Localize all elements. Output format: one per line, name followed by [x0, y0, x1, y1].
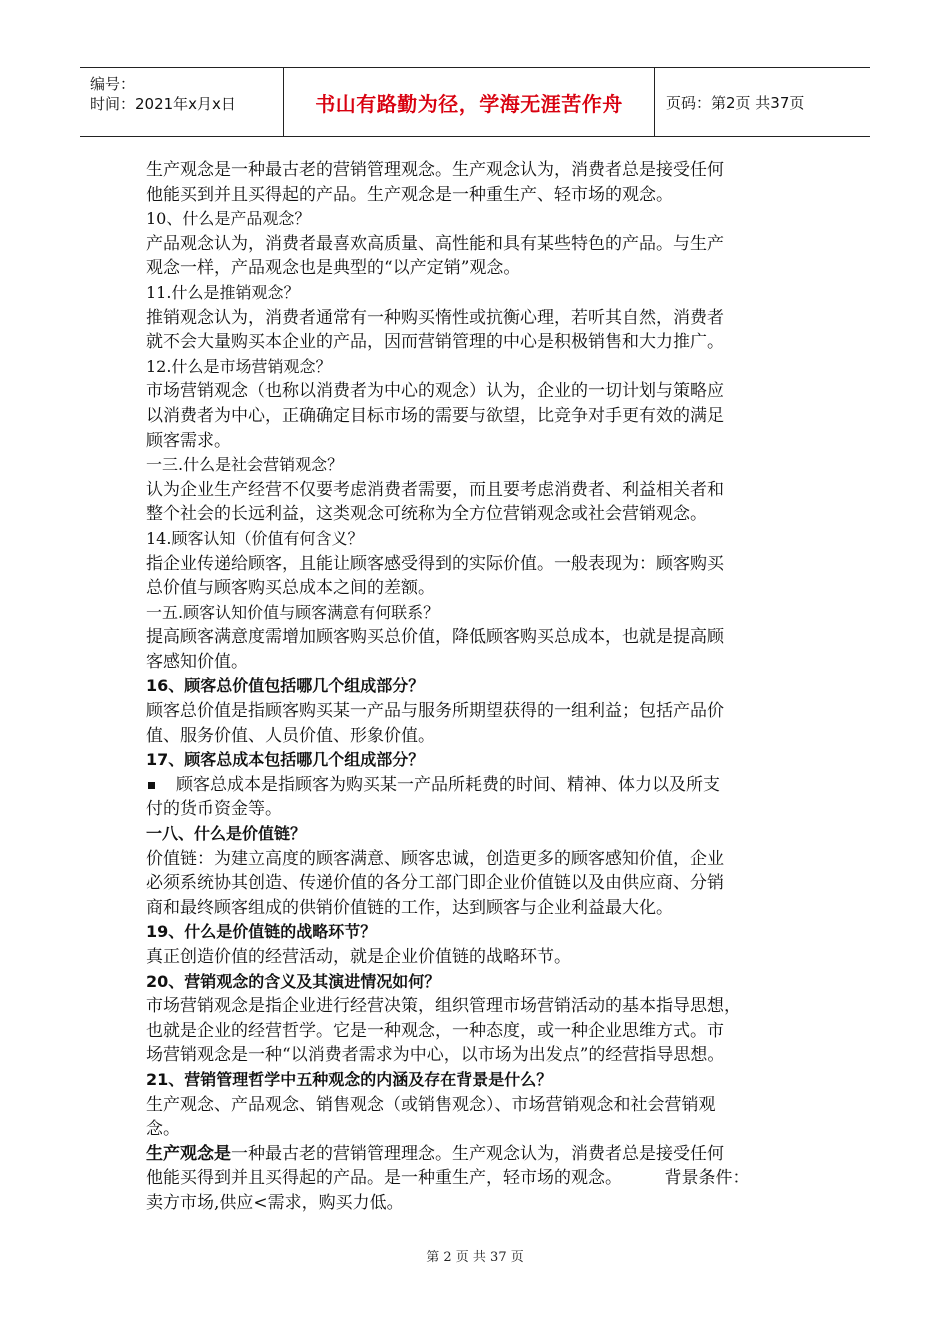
text-line: 付的货币资金等。	[146, 799, 282, 820]
text-line: 提高顾客满意度需增加顾客购买总价值，降低顾客购买总成本，也就是提高顾	[146, 627, 724, 648]
header-divider	[654, 68, 655, 136]
question-heading-bold: 20、营销观念的含义及其演进情况如何？	[146, 971, 441, 991]
text-line: 观念一样，产品观念也是典型的“以产定销”观念。	[146, 258, 521, 279]
text-line: 值、服务价值、人员价值、形象价值。	[146, 725, 435, 746]
square-bullet-icon	[148, 782, 155, 789]
text-line: 卖方市场,供应<需求，购买力低。	[146, 1192, 404, 1213]
date-line: 时间：2021年x月x日	[90, 95, 236, 113]
question-heading-bold: 一八、什么是价值链？	[146, 824, 307, 844]
question-heading-bold: 17、顾客总成本包括哪几个组成部分？	[146, 750, 425, 770]
text-line: 指企业传递给顾客，且能让顾客感受得到的实际价值。一般表现为：顾客购买	[146, 553, 724, 574]
number-label: 编号：	[90, 75, 136, 93]
text-line: 产品观念认为，消费者最喜欢高质量、高性能和具有某些特色的产品。与生产	[146, 233, 724, 254]
text-line: 认为企业生产经营不仅要考虑消费者需要，而且要考虑消费者、利益相关者和	[146, 479, 724, 500]
page-header	[80, 67, 870, 137]
text-line: 价值链：为建立高度的顾客满意、顾客忠诚，创造更多的顾客感知价值，企业	[146, 848, 724, 869]
question-heading: 11.什么是推销观念？	[146, 282, 300, 302]
text-line: 推销观念认为，消费者通常有一种购买惰性或抗衡心理，若听其自然，消费者	[146, 307, 724, 328]
question-heading: 一三.什么是社会营销观念？	[146, 455, 344, 475]
text-line: 总价值与顾客购买总成本之间的差额。	[146, 578, 435, 599]
text-line: 就不会大量购买本企业的产品，因而营销管理的中心是积极销售和大力推广。	[146, 332, 724, 353]
text-line: 顾客总价值是指顾客购买某一产品与服务所期望获得的一组利益；包括产品价	[146, 701, 724, 722]
text-line: 场营销观念是一种“以消费者需求为中心，以市场为出发点”的经营指导思想。	[146, 1045, 725, 1066]
text-line: 必须系统协其创造、传递价值的各分工部门即企业价值链以及由供应商、分销	[146, 873, 724, 894]
bullet-line	[146, 773, 810, 798]
text-line: 也就是企业的经营哲学。它是一种观念，一种态度，或一种企业思维方式。市	[146, 1020, 724, 1041]
question-heading-bold: 16、顾客总价值包括哪几个组成部分？	[146, 676, 425, 696]
text-line: 生产观念、产品观念、销售观念（或销售观念）、市场营销观念和社会营销观	[146, 1094, 716, 1115]
text-line: 顾客需求。	[146, 430, 231, 451]
question-heading-bold: 19、什么是价值链的战略环节？	[146, 922, 377, 942]
text-line: 真正创造价值的经营活动，就是企业价值链的战略环节。	[146, 947, 571, 967]
question-heading: 一五.顾客认知价值与顾客满意有何联系？	[146, 602, 440, 622]
text-line	[146, 1142, 810, 1167]
text-line: 顾客总成本是指顾客为购买某一产品所耗费的时间、精神、体力以及所支	[176, 774, 720, 795]
question-heading-bold: 21、营销管理哲学中五种观念的内涵及存在背景是什么？	[146, 1069, 553, 1089]
text-line: 他能买到并且买得起的产品。生产观念是一种重生产、轻市场的观念。	[146, 184, 673, 205]
question-heading: 12.什么是市场营销观念？	[146, 356, 332, 376]
bold-term: 生产观念是	[146, 1143, 231, 1164]
header-motto: 书山有路勤为径，学海无涯苦作舟	[315, 91, 623, 116]
text-line: 客感知价值。	[146, 651, 248, 672]
question-heading: 10、什么是产品观念？	[146, 209, 311, 229]
text-line: 生产观念是一种最古老的营销管理观念。生产观念认为，消费者总是接受任何	[146, 160, 724, 180]
text-line: 市场营销观念（也称以消费者为中心的观念）认为，企业的一切计划与策略应	[146, 381, 724, 402]
text-line: 市场营销观念是指企业进行经营决策，组织管理市场营销活动的基本指导思想，	[146, 996, 741, 1017]
header-page-info: 页码：第2页 共37页	[666, 94, 805, 112]
text-line: 念。	[146, 1119, 180, 1140]
text-line: 商和最终顾客组成的供销价值链的工作，达到顾客与企业利益最大化。	[146, 897, 673, 918]
document-body	[146, 158, 810, 1216]
header-left	[90, 74, 236, 114]
text-line: 他能买得到并且买得起的产品。是一种重生产，轻市场的观念。 背景条件：	[146, 1168, 750, 1189]
page-footer: 第 2 页 共 37 页	[426, 1250, 524, 1265]
text-run: 一种最古老的营销管理理念。生产观念认为，消费者总是接受任何	[231, 1143, 724, 1164]
text-line: 以消费者为中心，正确确定目标市场的需要与欲望，比竞争对手更有效的满足	[146, 405, 724, 426]
question-heading: 14.顾客认知（价值有何含义？	[146, 528, 364, 548]
text-line: 整个社会的长远利益，这类观念可统称为全方位营销观念或社会营销观念。	[146, 504, 707, 525]
